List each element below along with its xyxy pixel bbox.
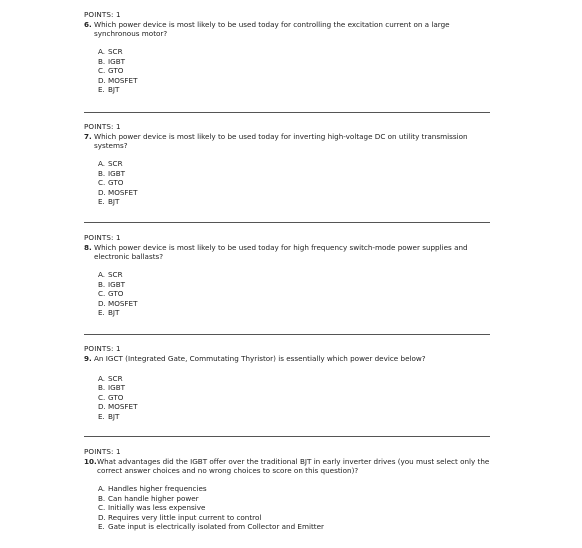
question-divider [84,334,490,335]
question-line [84,354,492,363]
choice-letter: A. [98,484,106,494]
choice-e[interactable] [98,412,492,421]
question-line [84,132,492,151]
answer-choices [98,47,492,94]
question-8 [84,234,492,325]
choice-text: GTO [108,392,124,402]
choice-text: Gate input is electrically isolated from Collector and Emitter [108,522,324,532]
choice-text: IGBT [108,56,126,66]
answer-choices [98,159,492,206]
question-7 [84,123,492,214]
question-text: Which power device is most likely to be used today for inverting high-voltage DC on utility transmission systems? [94,131,468,150]
points-label: POINTS: 1 [84,344,121,353]
choice-text: IGBT [108,168,126,178]
choice-c[interactable] [98,393,492,402]
choice-b[interactable] [98,57,492,66]
choice-letter: B. [98,493,106,503]
question-line [84,20,492,39]
choice-letter: C. [98,392,106,402]
choice-letter: C. [98,178,106,188]
choice-letter: B. [98,383,106,393]
choice-c[interactable] [98,178,492,187]
choice-letter: D. [98,298,106,308]
choice-b[interactable] [98,169,492,178]
answer-choices [98,270,492,317]
choice-d[interactable] [98,76,492,85]
choice-b[interactable] [98,383,492,392]
choice-e[interactable] [98,197,492,206]
choice-text: GTO [108,178,124,188]
question-number: 10. [84,456,97,466]
question-10 [84,448,492,539]
choice-b[interactable] [98,494,492,503]
choice-letter: E. [98,85,105,95]
choice-text: MOSFET [108,75,138,85]
question-text: Which power device is most likely to be used today for controlling the excitation current on a large synchronous motor? [94,19,450,38]
choice-letter: A. [98,270,106,280]
choice-text: SCR [108,47,123,57]
choice-letter: A. [98,374,106,383]
points-label: POINTS: 1 [84,447,121,456]
choice-text: MOSFET [108,187,138,197]
choice-d[interactable] [98,402,492,411]
choice-text: SCR [108,270,123,280]
points-label: POINTS: 1 [84,233,121,242]
choice-letter: B. [98,168,106,178]
choice-letter: D. [98,512,106,522]
question-number: 6. [84,19,92,29]
question-text: Which power device is most likely to be used today for high frequency switch-mode power supplies and electronic ballasts? [94,242,468,261]
choice-text: SCR [108,159,123,169]
choice-letter: E. [98,522,105,532]
choice-text: GTO [108,289,124,299]
choice-b[interactable] [98,280,492,289]
question-line [84,243,492,262]
question-line [84,457,492,476]
question-divider [84,222,490,223]
choice-letter: E. [98,308,105,318]
question-divider [84,112,490,113]
question-6 [84,11,492,102]
question-number: 7. [84,131,92,141]
choice-letter: D. [98,75,106,85]
question-number: 9. [84,353,92,363]
choice-letter: B. [98,56,106,66]
choice-c[interactable] [98,289,492,298]
answer-choices [98,484,492,531]
choice-d[interactable] [98,188,492,197]
question-number: 8. [84,242,92,252]
choice-text: BJT [108,197,120,207]
choice-letter: E. [98,197,105,207]
choice-letter: D. [98,402,106,412]
points-label: POINTS: 1 [84,10,121,19]
question-text: An IGCT (Integrated Gate, Commutating Thyristor) is essentially which power device below? [94,353,426,363]
choice-a[interactable] [98,159,492,168]
choice-letter: C. [98,289,106,299]
choice-text: Can handle higher power [108,493,199,503]
choice-text: IGBT [108,383,126,393]
choice-text: BJT [108,308,120,318]
choice-letter: E. [98,411,105,421]
answer-choices [98,374,492,421]
choice-letter: A. [98,47,106,57]
choice-text: Handles higher frequencies [108,484,207,494]
choice-a[interactable] [98,270,492,279]
choice-letter: C. [98,66,106,76]
question-text: What advantages did the IGBT offer over the traditional BJT in early inverter drives (you must select only the correct answer choices and no wrong choices to score on this question)? [97,456,490,475]
choice-text: SCR [108,374,123,383]
choice-letter: D. [98,187,106,197]
question-9 [84,345,492,428]
question-divider [84,436,490,437]
choice-text: IGBT [108,279,126,289]
choice-c[interactable] [98,66,492,75]
choice-text: Requires very little input current to control [108,512,262,522]
points-label: POINTS: 1 [84,122,121,131]
choice-text: MOSFET [108,402,138,412]
choice-c[interactable] [98,503,492,512]
choice-d[interactable] [98,299,492,308]
choice-letter: C. [98,503,106,513]
choice-e[interactable] [98,308,492,317]
choice-d[interactable] [98,513,492,522]
choice-text: BJT [108,411,120,421]
choice-letter: A. [98,159,106,169]
choice-e[interactable] [98,522,492,531]
choice-text: MOSFET [108,298,138,308]
choice-text: BJT [108,85,120,95]
choice-letter: B. [98,279,106,289]
choice-text: GTO [108,66,124,76]
choice-e[interactable] [98,85,492,94]
choice-text: Initially was less expensive [108,503,206,513]
choice-a[interactable] [98,484,492,493]
choice-a[interactable] [98,374,492,383]
choice-a[interactable] [98,47,492,56]
